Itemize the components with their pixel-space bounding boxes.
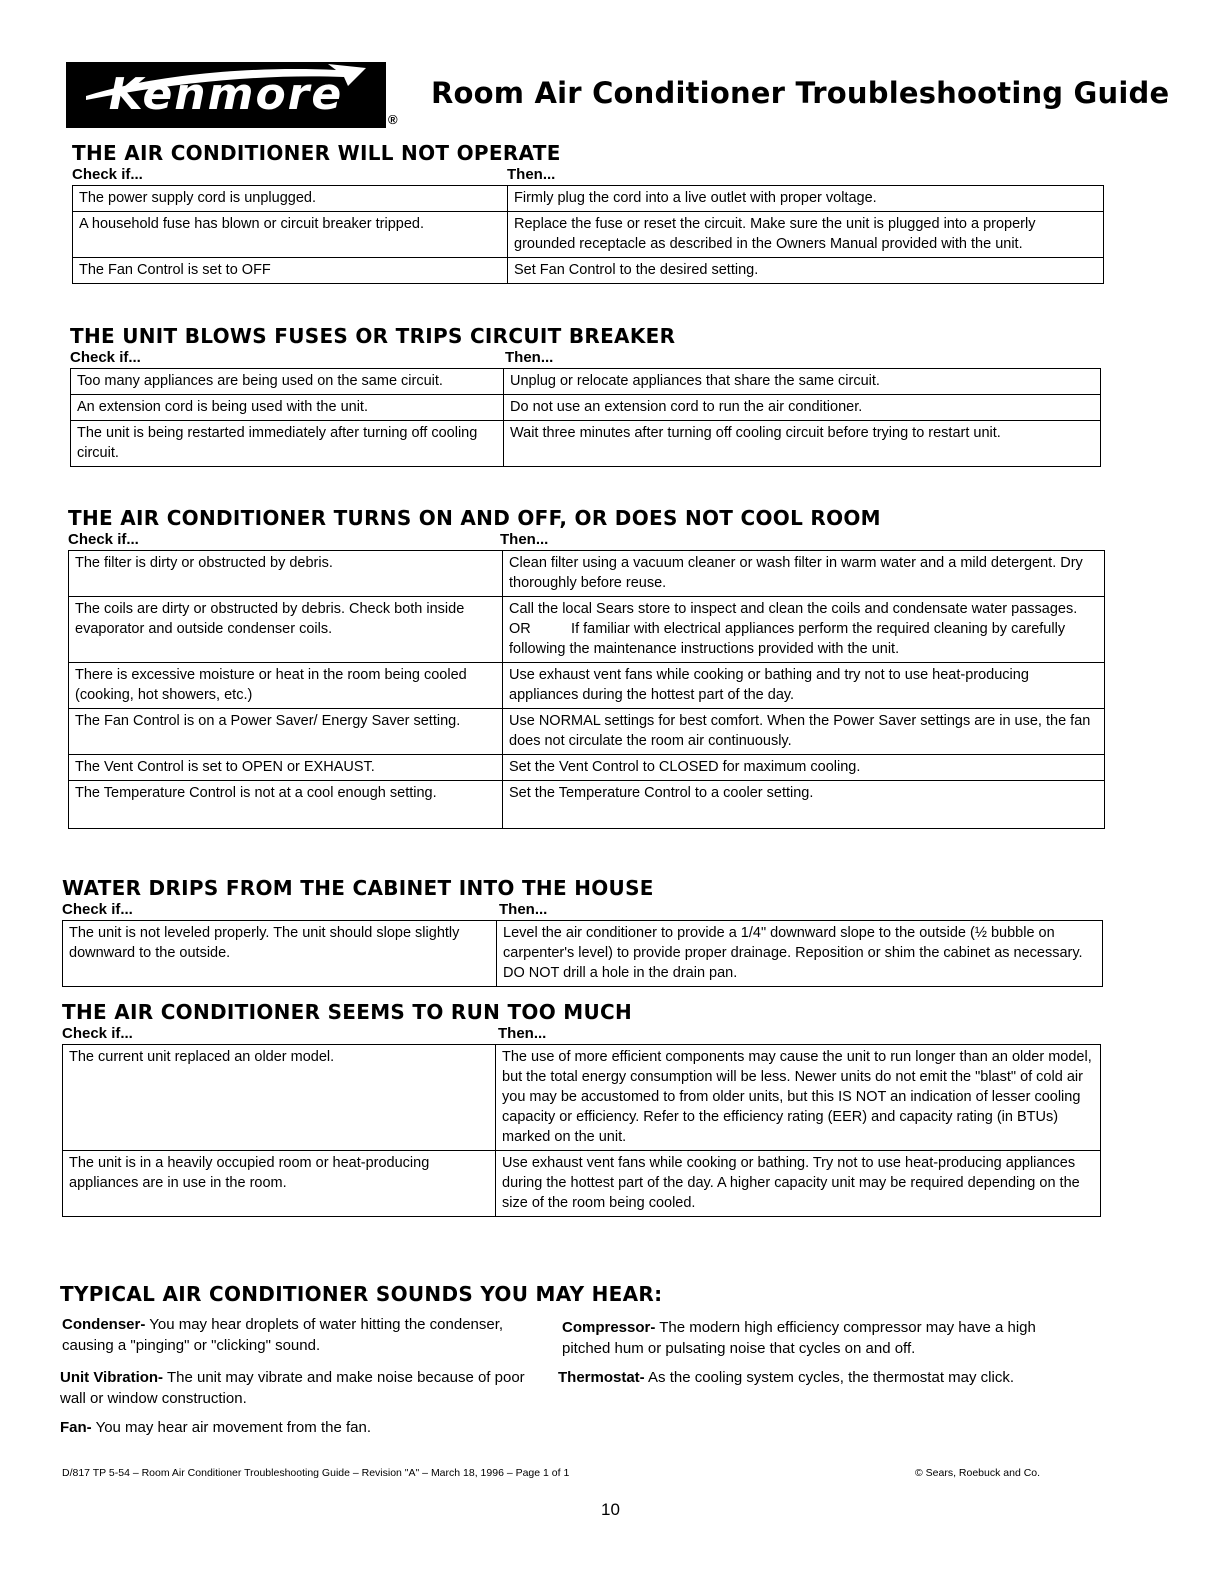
- sound-description: The modern high efficiency compressor may have a high pitched hum or pulsating noise that cycles on and off.: [562, 1319, 1036, 1357]
- table-row: [73, 212, 1104, 258]
- table-row: [71, 421, 1101, 467]
- cause-cell: The Fan Control is set to OFF: [73, 258, 508, 284]
- table-row: [73, 186, 1104, 212]
- sounds-title: TYPICAL AIR CONDITIONER SOUNDS YOU MAY HEAR:: [60, 1282, 663, 1306]
- remedy-cell: Replace the fuse or reset the circuit. Make sure the unit is plugged into a properly grounded receptacle as described in the Owners Manual provided with the unit.: [508, 212, 1104, 258]
- then-header: Then...: [499, 901, 548, 918]
- section-turns-on-off: [68, 506, 1118, 829]
- sound-term: Compressor-: [562, 1319, 656, 1336]
- troubleshooting-table: [70, 368, 1101, 467]
- table-row: [63, 921, 1103, 987]
- sound-description: The unit may vibrate and make noise because of poor wall or window construction.: [60, 1369, 525, 1407]
- remedy-cell: Use exhaust vent fans while cooking or bathing and try not to use heat-producing appliances during the hottest part of the day.: [503, 663, 1105, 709]
- table-row: [71, 395, 1101, 421]
- troubleshooting-table: [72, 185, 1104, 284]
- section-will-not-operate: [72, 141, 1112, 284]
- section-title: THE UNIT BLOWS FUSES OR TRIPS CIRCUIT BREAKER: [70, 324, 676, 348]
- section-title: THE AIR CONDITIONER WILL NOT OPERATE: [72, 141, 561, 165]
- table-row: [63, 1151, 1101, 1217]
- cause-cell: Too many appliances are being used on the same circuit.: [71, 369, 504, 395]
- then-header: Then...: [505, 349, 554, 366]
- sound-condenser: [62, 1314, 522, 1356]
- then-header: Then...: [498, 1025, 547, 1042]
- sound-compressor: [562, 1317, 1082, 1359]
- sound-thermostat: [558, 1367, 1048, 1388]
- sound-term: Thermostat-: [558, 1369, 645, 1386]
- check-if-header: Check if...: [70, 349, 141, 366]
- section-runs-too-much: [62, 1000, 1102, 1217]
- section-title: THE AIR CONDITIONER SEEMS TO RUN TOO MUCH: [62, 1000, 633, 1024]
- remedy-cell: Firmly plug the cord into a live outlet with proper voltage.: [508, 186, 1104, 212]
- section-title: THE AIR CONDITIONER TURNS ON AND OFF, OR DOES NOT COOL ROOM: [68, 506, 881, 530]
- remedy-cell: Use exhaust vent fans while cooking or bathing. Try not to use heat-producing appliances during the hottest part of the day. A higher capacity unit may be required depending on the size of the room being cooled.: [496, 1151, 1101, 1217]
- table-row: [73, 258, 1104, 284]
- sound-description: You may hear air movement from the fan.: [91, 1419, 371, 1436]
- cause-cell: An extension cord is being used with the unit.: [71, 395, 504, 421]
- table-row: [69, 663, 1105, 709]
- remedy-cell: Call the local Sears store to inspect and clean the coils and condensate water passages. OR If familiar with electrical appliances perform the required cleaning by carefully following the maintenance instructions provided with the unit.: [503, 597, 1105, 663]
- sound-unit-vibration: [60, 1367, 530, 1409]
- section-water-drips: [62, 876, 1103, 987]
- sound-fan: [60, 1417, 530, 1438]
- section-blows-fuses: [70, 324, 1110, 467]
- remedy-cell: Level the air conditioner to provide a 1/4" downward slope to the outside (½ bubble on carpenter's level) to provide proper drainage. Reposition or shim the cabinet as necessary. DO NOT drill a hole in the drain pan.: [497, 921, 1103, 987]
- remedy-cell: Use NORMAL settings for best comfort. When the Power Saver settings are in use, the fan does not circulate the room air continuously.: [503, 709, 1105, 755]
- cause-cell: The unit is being restarted immediately after turning off cooling circuit.: [71, 421, 504, 467]
- page-number: 10: [601, 1500, 620, 1519]
- page-title: Room Air Conditioner Troubleshooting Guide: [431, 76, 1170, 110]
- section-title: WATER DRIPS FROM THE CABINET INTO THE HOUSE: [62, 876, 654, 900]
- troubleshooting-table: [68, 550, 1118, 829]
- remedy-cell: Clean filter using a vacuum cleaner or wash filter in warm water and a mild detergent. Dry thoroughly before reuse.: [503, 551, 1105, 597]
- copyright: © Sears, Roebuck and Co.: [915, 1467, 1041, 1479]
- remedy-cell: Unplug or relocate appliances that share the same circuit.: [504, 369, 1101, 395]
- remedy-cell: Set Fan Control to the desired setting.: [508, 258, 1104, 284]
- cause-cell: The unit is not leveled properly. The unit should slope slightly downward to the outside.: [63, 921, 497, 987]
- remedy-cell: Wait three minutes after turning off cooling circuit before trying to restart unit.: [504, 421, 1101, 467]
- sound-term: Condenser-: [62, 1316, 146, 1333]
- remedy-cell: Set the Temperature Control to a cooler setting.: [503, 781, 1105, 829]
- cause-cell: There is excessive moisture or heat in the room being cooled (cooking, hot showers, etc.): [69, 663, 503, 709]
- table-row: [69, 781, 1105, 829]
- table-row: [69, 709, 1105, 755]
- sound-term: Unit Vibration-: [60, 1369, 164, 1386]
- cause-cell: The current unit replaced an older model.: [63, 1045, 496, 1151]
- sound-description: You may hear droplets of water hitting the condenser, causing a "pinging" or "clicking" sound.: [62, 1316, 504, 1354]
- cause-cell: The coils are dirty or obstructed by debris. Check both inside evaporator and outside condenser coils.: [69, 597, 503, 663]
- kenmore-logo: [66, 62, 386, 128]
- then-header: Then...: [507, 166, 556, 183]
- check-if-header: Check if...: [72, 166, 143, 183]
- registered-mark: ®: [388, 112, 398, 127]
- cause-cell: The Temperature Control is not at a cool enough setting.: [69, 781, 503, 829]
- document-reference: D/817 TP 5-54 – Room Air Conditioner Troubleshooting Guide – Revision "A" – March 18, 1996 – Page 1 of 1: [62, 1467, 570, 1479]
- check-if-header: Check if...: [68, 531, 139, 548]
- cause-cell: The power supply cord is unplugged.: [73, 186, 508, 212]
- table-row: [69, 755, 1105, 781]
- cause-cell: A household fuse has blown or circuit breaker tripped.: [73, 212, 508, 258]
- cause-cell: The Fan Control is on a Power Saver/ Energy Saver setting.: [69, 709, 503, 755]
- sound-description: As the cooling system cycles, the thermostat may click.: [644, 1369, 1014, 1386]
- cause-cell: The filter is dirty or obstructed by debris.: [69, 551, 503, 597]
- check-if-header: Check if...: [62, 901, 133, 918]
- remedy-cell: Do not use an extension cord to run the air conditioner.: [504, 395, 1101, 421]
- remedy-cell: Set the Vent Control to CLOSED for maximum cooling.: [503, 755, 1105, 781]
- table-row: [71, 369, 1101, 395]
- cause-cell: The unit is in a heavily occupied room or heat-producing appliances are in use in the room.: [63, 1151, 496, 1217]
- troubleshooting-table: [62, 920, 1103, 987]
- table-row: [69, 551, 1105, 597]
- check-if-header: Check if...: [62, 1025, 133, 1042]
- logo-wordmark: Kenmore: [108, 69, 344, 120]
- then-header: Then...: [500, 531, 549, 548]
- cause-cell: The Vent Control is set to OPEN or EXHAUST.: [69, 755, 503, 781]
- troubleshooting-table: [62, 1044, 1101, 1217]
- sound-term: Fan-: [60, 1419, 92, 1436]
- remedy-cell: The use of more efficient components may cause the unit to run longer than an older model, but the total energy consumption will be less. Newer units do not emit the "blast" of cold air you may be accustomed to from older units, but this IS NOT an indication of lesser cooling capacity or efficiency. Refer to the efficiency rating (EER) and capacity rating (in BTUs) marked on the unit.: [496, 1045, 1101, 1151]
- table-row: [63, 1045, 1101, 1151]
- table-row: [69, 597, 1105, 663]
